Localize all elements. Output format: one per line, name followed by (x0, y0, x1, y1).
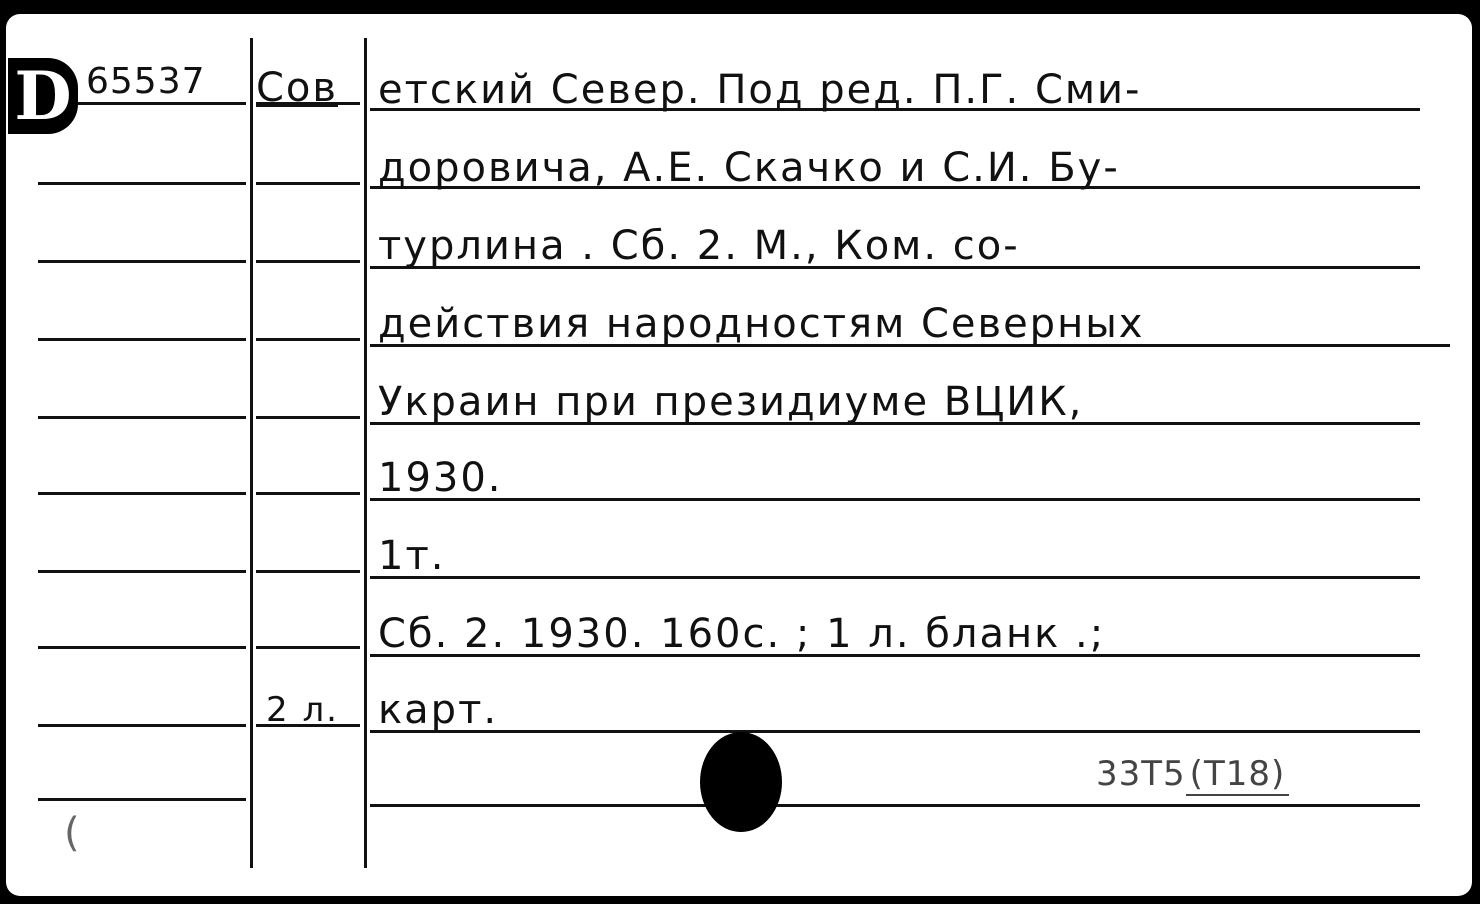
rule-right (370, 804, 1420, 807)
rule-left (38, 646, 246, 649)
rule-left (38, 724, 246, 727)
title-line: турлина . Сб. 2. М., Ком. со- (378, 223, 1020, 269)
title-line: доровича, А.Е. Скачко и С.И. Бу- (378, 145, 1120, 191)
rule-middle (256, 182, 360, 185)
rule-middle (256, 492, 360, 495)
title-line: 1930. (378, 455, 503, 501)
rule-left (38, 798, 246, 801)
maps-count: 2 л. (266, 690, 339, 730)
title-line: етский Север. Под ред. П.Г. Сми- (378, 67, 1142, 113)
rule-middle (256, 646, 360, 649)
rule-right (370, 576, 1420, 579)
rule-left (38, 260, 246, 263)
column-divider-left (250, 38, 253, 868)
column-divider-right (364, 38, 367, 868)
margin-mark: ( (64, 810, 80, 856)
maps-label: карт. (378, 687, 499, 733)
rule-left (38, 416, 246, 419)
author-heading: Сов (256, 65, 338, 111)
shelf-mark-code: 33Т5 (1096, 754, 1186, 794)
rule-left (38, 338, 246, 341)
rule-middle (256, 416, 360, 419)
collation-line: Сб. 2. 1930. 160с. ; 1 л. бланк .; (378, 611, 1106, 657)
punch-hole (700, 732, 782, 832)
catalog-card (6, 14, 1472, 896)
rule-middle (256, 260, 360, 263)
rule-left (38, 570, 246, 573)
volume-note: 1т. (378, 533, 446, 579)
rule-left (38, 182, 246, 185)
rule-right (370, 498, 1420, 501)
title-line: Украин при президиуме ВЦИК, (378, 379, 1084, 425)
title-line: действия народностям Северных (378, 301, 1145, 347)
rule-left (38, 492, 246, 495)
shelf-mark (1096, 754, 1289, 794)
call-number: 65537 (86, 61, 206, 102)
rule-middle (256, 570, 360, 573)
rule-middle (256, 338, 360, 341)
shelf-mark-boxed: (Т18) (1186, 754, 1290, 796)
collection-mark: D (8, 58, 78, 134)
rule-right (370, 730, 1420, 733)
